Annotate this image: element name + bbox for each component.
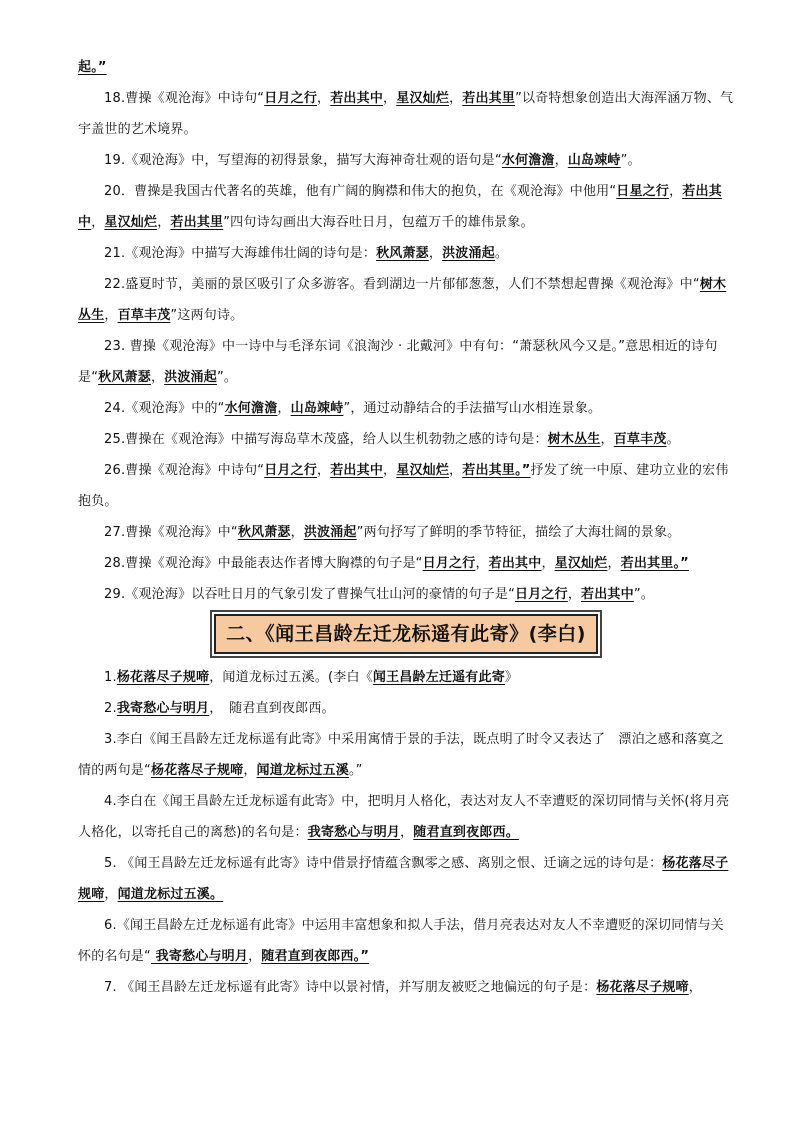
answer-text: 我寄愁心与明月: [116, 701, 210, 716]
question-text: ，: [669, 184, 683, 199]
answer-text: 若出其中: [581, 587, 634, 602]
answer-text: 闻道龙标过五溪: [256, 763, 349, 778]
answer-text: 秋风萧瑟: [237, 525, 291, 540]
answer-text: 星汉灿烂: [396, 463, 450, 478]
question-text: ，: [428, 246, 443, 261]
question-text: ，: [157, 215, 171, 230]
answer-text: 闻道龙标过五溪。: [117, 887, 224, 902]
question-text: ，: [449, 91, 463, 106]
answer-text: 若出其中: [78, 184, 722, 230]
answer-text: 洪波涌起: [303, 525, 357, 540]
question-text: 23. 曹操《观沧海》中一诗中与毛泽东词《浪淘沙 · 北戴河》中有句：“萧瑟秋风今又是。”意思相近的诗句是“: [78, 339, 718, 385]
section-caocao-guancanghai: [78, 52, 734, 610]
question-text: ”。: [620, 153, 641, 168]
question-text: ，闻道龙标过五溪。(李白《: [209, 670, 373, 685]
question-text: 29.《观沧海》以吞吐日月的气象引发了曹操气壮山河的豪情的句子是“: [104, 587, 516, 602]
question-text: ， 随君直到夜郎西。: [209, 701, 335, 716]
question-item: [78, 269, 734, 331]
question-item: [78, 548, 734, 579]
question-text: ”，通过动静结合的手法描写山水相连景象。: [343, 401, 602, 416]
question-text: ，: [554, 153, 568, 168]
answer-text: 随君直到夜郎西。”: [261, 949, 370, 964]
question-text: ”以奇特想象创造出大海浑涵万物、气宇盖世的艺术境界。: [78, 91, 734, 137]
answer-text: 百草丰茂: [117, 308, 171, 323]
question-text: ，: [277, 401, 291, 416]
question-item: [78, 83, 734, 145]
question-text: 19.《观沧海》中，写望海的初得景象，描写大海神奇壮观的语句是“: [104, 153, 502, 168]
question-text: 。: [666, 432, 680, 447]
answer-text: 日月之行: [264, 91, 318, 106]
answer-text: 杨花落尽子规啼: [116, 670, 210, 685]
answer-text: 山岛竦峙: [290, 401, 344, 416]
question-text: ，: [317, 463, 331, 478]
question-text: ”四句诗勾画出大海吞吐日月，包蕴万千的雄伟景象。: [223, 215, 534, 230]
question-text: ，: [104, 308, 118, 323]
question-text: ，: [317, 91, 331, 106]
question-text: ，: [290, 525, 304, 540]
question-text: ，: [104, 887, 118, 902]
question-text: 27.曹操《观沧海》中“: [104, 525, 238, 540]
question-text: 3.李白《闻王昌龄左迁龙标遥有此寄》中采用寓情于景的手法，既点明了时令又表达了 漂泊之感和落寞之情的两句是“: [78, 732, 725, 778]
question-text: ，: [248, 949, 262, 964]
question-text: ，: [150, 370, 165, 385]
question-text: ，: [600, 432, 614, 447]
question-text: ，: [475, 556, 489, 571]
answer-text: 杨花落尽子规啼: [78, 856, 729, 902]
question-text: ，: [607, 556, 621, 571]
section-heading-wrap: [78, 614, 734, 654]
question-text: ，: [541, 556, 555, 571]
question-item: [78, 238, 734, 269]
section-libai-poem: [78, 662, 734, 1003]
question-text: 21.《观沧海》中描写大海雄伟壮阔的诗句是：: [104, 246, 377, 261]
question-text: 7. 《闻王昌龄左迁龙标遥有此寄》诗中以景衬情，并写朋友被贬之地偏远的句子是：: [104, 980, 597, 995]
question-text: ，: [91, 215, 105, 230]
question-text: ”两句抒写了鲜明的季节特征，描绘了大海壮阔的景象。: [356, 525, 681, 540]
question-text: 2.: [104, 701, 117, 716]
answer-text: 若出其里: [170, 215, 224, 230]
answer-text: 我寄愁心与明月: [307, 825, 401, 840]
question-text: 》: [504, 670, 519, 685]
question-item: [78, 331, 734, 393]
answer-text: 星汉灿烂: [104, 215, 158, 230]
section-heading-libai: 二、《闻王昌龄左迁龙标遥有此寄》(李白): [214, 614, 598, 654]
answer-text: 若出其中: [330, 91, 384, 106]
answer-text: 若出其中: [488, 556, 542, 571]
question-text: 4.李白在《闻王昌龄左迁龙标遥有此寄》中，把明月人格化，表达对友人不幸遭贬的深切同情与关怀(将月亮人格化，以寄托自己的离愁)的名句是：: [78, 794, 730, 840]
answer-text: 树木丛生: [78, 277, 727, 323]
question-item: [78, 848, 734, 910]
question-item: [78, 393, 734, 424]
answer-text: 若出其里。”: [620, 556, 689, 571]
question-item: [78, 786, 734, 848]
question-text: 28.曹操《观沧海》中最能表达作者博大胸襟的句子是“: [104, 556, 423, 571]
question-text: 。”: [348, 763, 363, 778]
answer-text: 杨花落尽子规啼: [150, 763, 244, 778]
question-text: 25.曹操在《观沧海》中描写海岛草木茂盛，给人以生机勃勃之感的诗句是：: [104, 432, 548, 447]
question-item: [78, 176, 734, 238]
question-text: 6.《闻王昌龄左迁龙标遥有此寄》中运用丰富想象和拟人手法，借月亮表达对友人不幸遭贬的深切同情与关怀的名句是“: [78, 918, 725, 964]
question-item: [78, 145, 734, 176]
question-item: [78, 972, 734, 1003]
question-item: [78, 662, 734, 693]
answer-text: 我寄愁心与明月: [150, 949, 249, 964]
answer-text: 水何澹澹: [224, 401, 278, 416]
question-text: ”。: [216, 370, 238, 385]
answer-text: 洪波涌起: [442, 246, 495, 261]
question-text: 24.《观沧海》中的“: [104, 401, 225, 416]
answer-text: 起。”: [78, 60, 107, 75]
question-text: ，: [567, 587, 582, 602]
answer-text: 秋风萧瑟: [98, 370, 151, 385]
question-text: 5. 《闻王昌龄左迁龙标遥有此寄》诗中借景抒情蕴含飘零之感、离别之恨、迁谪之远的诗句是：: [104, 856, 663, 871]
answer-text: 闻王昌龄左迁遥有此寄: [372, 670, 505, 685]
answer-text: 星汉灿烂: [396, 91, 450, 106]
answer-text: 星汉灿烂: [554, 556, 608, 571]
question-text: ，: [383, 463, 397, 478]
answer-text: 百草丰茂: [613, 432, 667, 447]
question-text: ，: [383, 91, 397, 106]
question-item: [78, 424, 734, 455]
question-item: [78, 517, 734, 548]
answer-text: 水何澹澹: [501, 153, 555, 168]
question-text: 26.曹操《观沧海》中诗句“: [104, 463, 265, 478]
question-text: ，: [449, 463, 463, 478]
question-text: 抒发了统一中原、建功立业的宏伟抱负。: [78, 463, 729, 509]
question-text: ”这两句诗。: [170, 308, 244, 323]
question-item: [78, 579, 734, 610]
question-text: 。: [494, 246, 509, 261]
answer-text: 若出其里。”: [462, 463, 531, 478]
question-text: ，: [688, 980, 702, 995]
answer-text: 若出其中: [330, 463, 384, 478]
answer-text: 若出其里: [462, 91, 516, 106]
question-text: ，: [243, 763, 257, 778]
question-text: 20．曹操是我国古代著名的英雄，他有广阔的胸襟和伟大的抱负，在《观沧海》中他用“: [104, 184, 617, 199]
answer-text: 日月之行: [515, 587, 568, 602]
question-item: [78, 724, 734, 786]
question-item: [78, 910, 734, 972]
question-text: 18.曹操《观沧海》中诗句“: [104, 91, 265, 106]
answer-text: 日星之行: [616, 184, 670, 199]
answer-text: 秋风萧瑟: [376, 246, 429, 261]
answer-text: 日月之行: [264, 463, 318, 478]
question-text: ”。: [633, 587, 654, 602]
question-item: [78, 693, 734, 724]
answer-text: 杨花落尽子规啼: [596, 980, 689, 995]
answer-text: 山岛竦峙: [567, 153, 621, 168]
question-item: [78, 455, 734, 517]
question-text: 22.盛夏时节，美丽的景区吸引了众多游客。看到湖边一片郁郁葱葱，人们不禁想起曹操《观沧海》中“: [104, 277, 700, 292]
answer-text: 随君直到夜郎西。: [413, 825, 519, 840]
answer-text: 树木丛生: [547, 432, 601, 447]
question-item: [78, 52, 734, 83]
answer-text: 日月之行: [422, 556, 476, 571]
question-text: ，: [400, 825, 414, 840]
answer-text: 洪波涌起: [164, 370, 217, 385]
question-text: 1.: [104, 670, 117, 685]
